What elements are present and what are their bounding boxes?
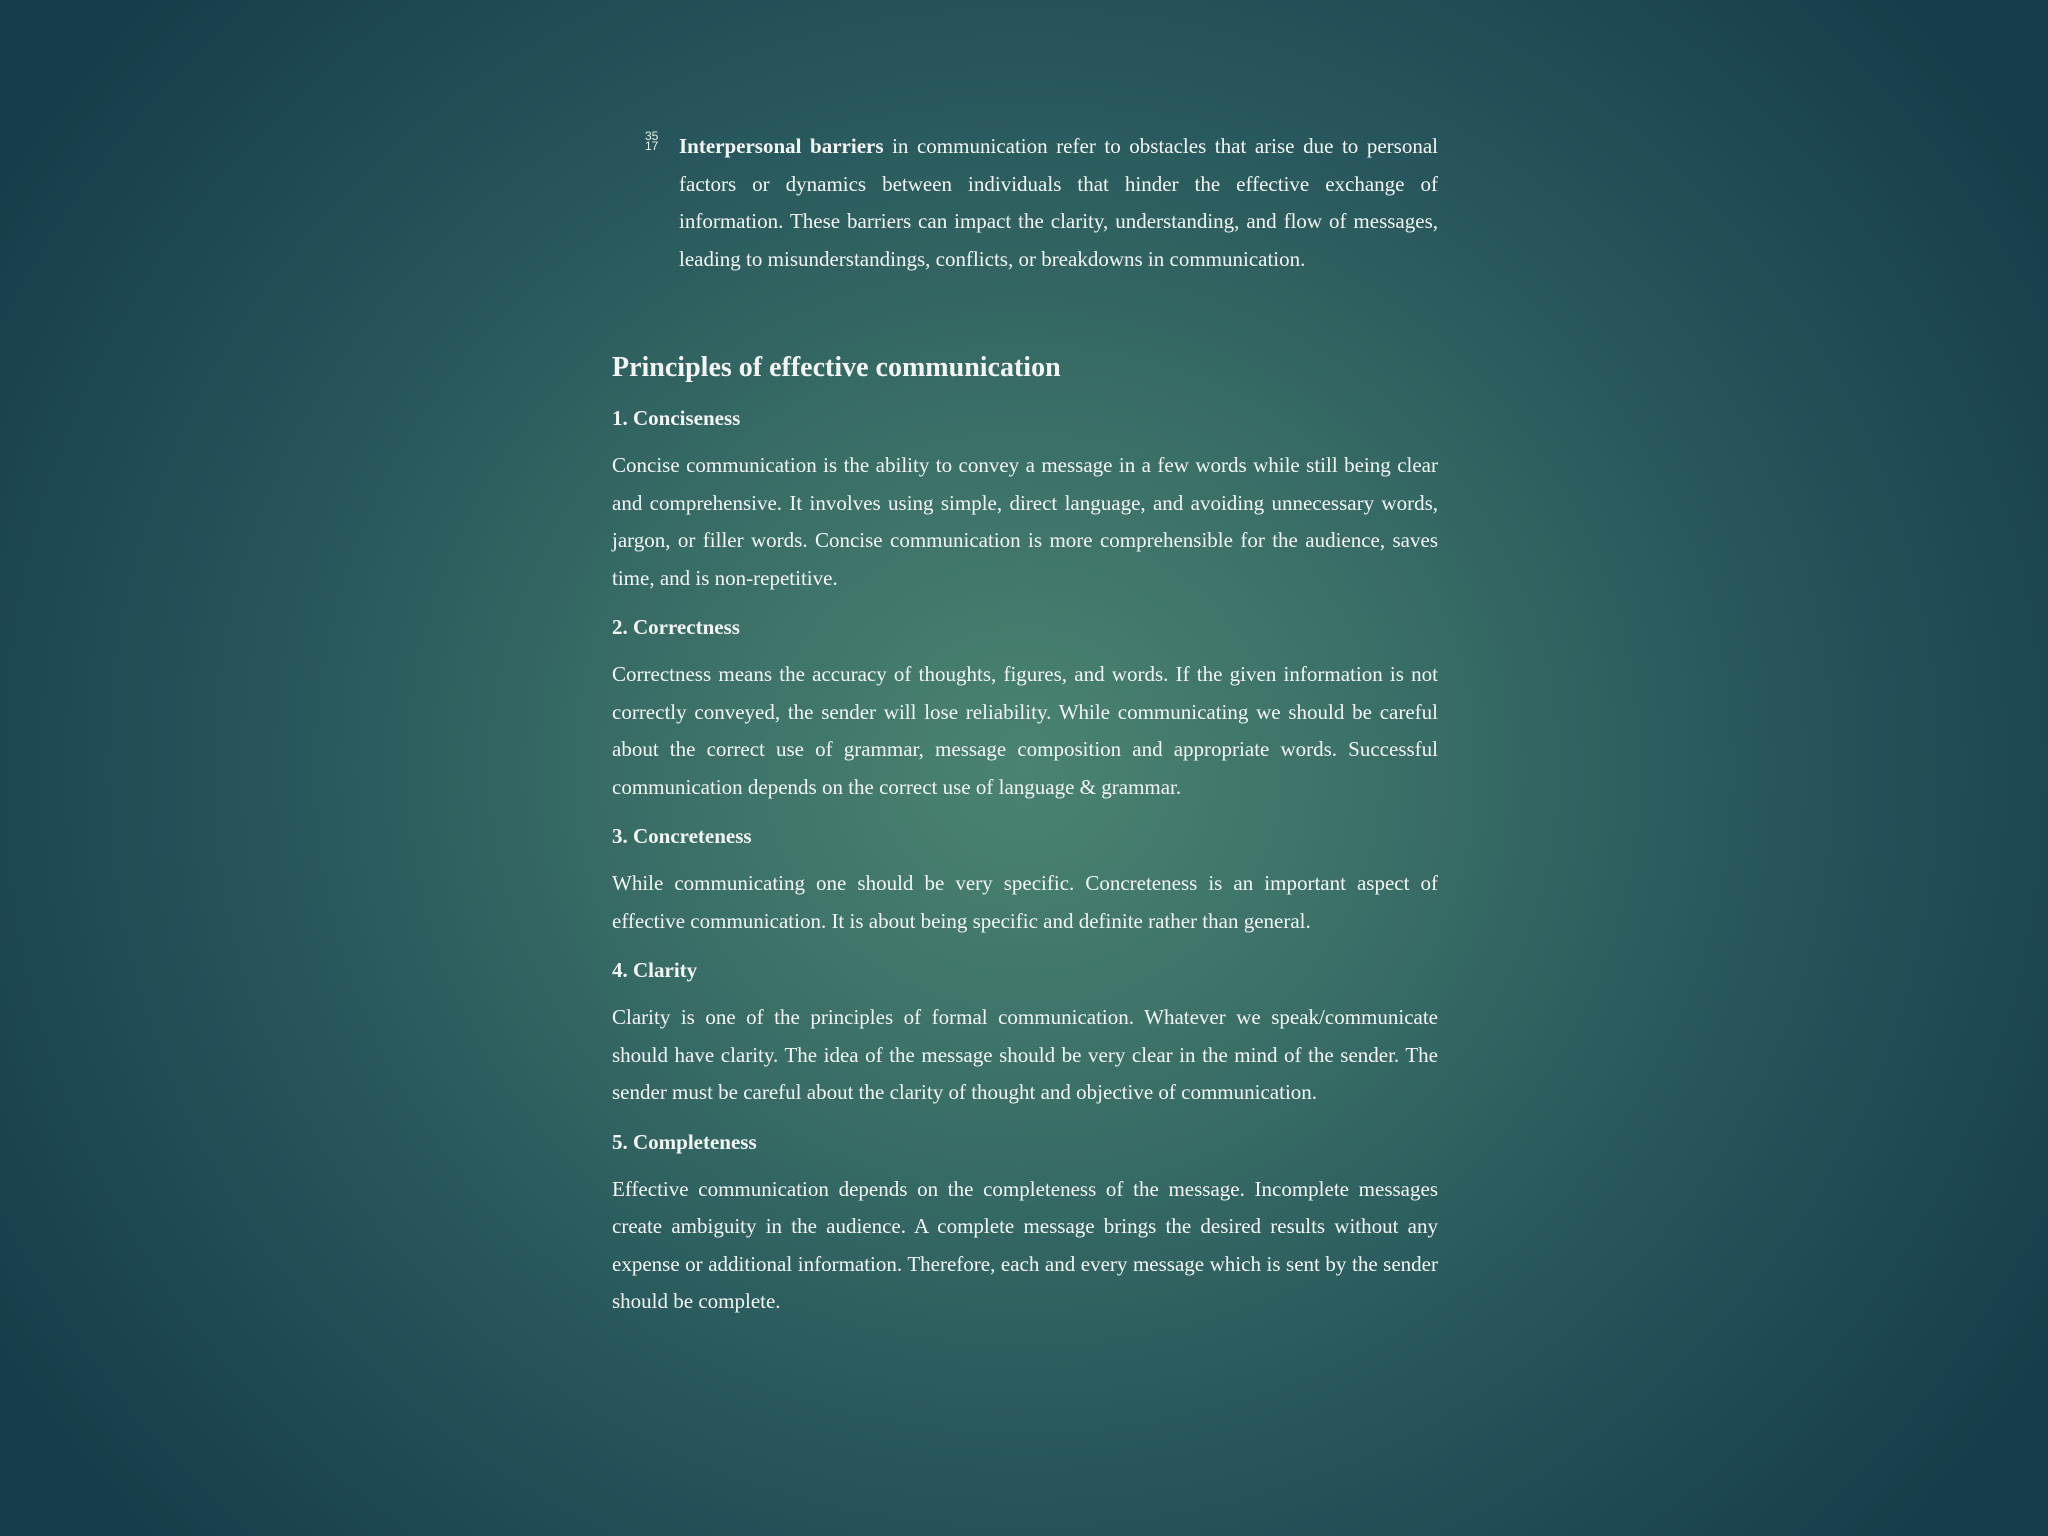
line-number-marker bbox=[645, 131, 658, 151]
principle-body: Clarity is one of the principles of formal communication. Whatever we speak/communicate should have clarity. The idea of the message should be very clear in the mind of the sender. The sender must be careful about the clarity of thought and objective of communication. bbox=[612, 1005, 1438, 1104]
principle-body: Concise communication is the ability to convey a message in a few words while still being clear and comprehensive. It involves using simple, direct language, and avoiding unnecessary words, jargon, or filler words. Concise communication is more comprehensible for the audience, saves time, and is non-repetitive. bbox=[612, 453, 1438, 590]
principles-list bbox=[612, 403, 1438, 1321]
intro-paragraph bbox=[679, 128, 1438, 278]
principle-title: 5. Completeness bbox=[612, 1129, 757, 1154]
principle-title: 3. Concreteness bbox=[612, 824, 752, 848]
section-heading: Principles of effective communication bbox=[612, 352, 1061, 383]
principle-body: Effective communication depends on the completeness of the message. Incomplete messages create ambiguity in the audience. A complete message brings the desired results without any expense or additional information. Therefore, each and every message which is sent by the sender should be complete. bbox=[612, 1176, 1438, 1313]
intro-bold-term: Interpersonal barriers bbox=[679, 134, 884, 158]
principle-body: Correctness means the accuracy of thoughts, figures, and words. If the given information is not correctly conveyed, the sender will lose reliability. While communicating we should be careful about the correct use of grammar, message composition and appropriate words. Successful communication depends on the correct use of language & grammar. bbox=[612, 662, 1438, 799]
principle-title: 1. Conciseness bbox=[612, 406, 741, 430]
marker-top: 35 bbox=[645, 129, 659, 143]
marker-bottom: 17 bbox=[645, 139, 659, 153]
principle-body: While communicating one should be very specific. Concreteness is an important aspect of effective communication. It is about being specific and definite rather than general. bbox=[612, 871, 1438, 933]
principle-section bbox=[612, 1127, 1438, 1321]
principle-section bbox=[612, 821, 1438, 940]
principle-section bbox=[612, 955, 1438, 1112]
intro-text: in communication refer to obstacles that arise due to personal factors or dynamics between individuals that hinder the effective exchange of information. These barriers can impact the clarity, understanding, and flow of messages, leading to misunderstandings, conflicts, or breakdowns in communication. bbox=[679, 134, 1438, 271]
intro-paragraph-block bbox=[612, 128, 1438, 278]
principle-title: 2. Correctness bbox=[612, 615, 740, 639]
principle-title: 4. Clarity bbox=[612, 958, 698, 982]
principle-section bbox=[612, 403, 1438, 597]
document-page bbox=[612, 128, 1438, 1336]
principle-section bbox=[612, 612, 1438, 806]
